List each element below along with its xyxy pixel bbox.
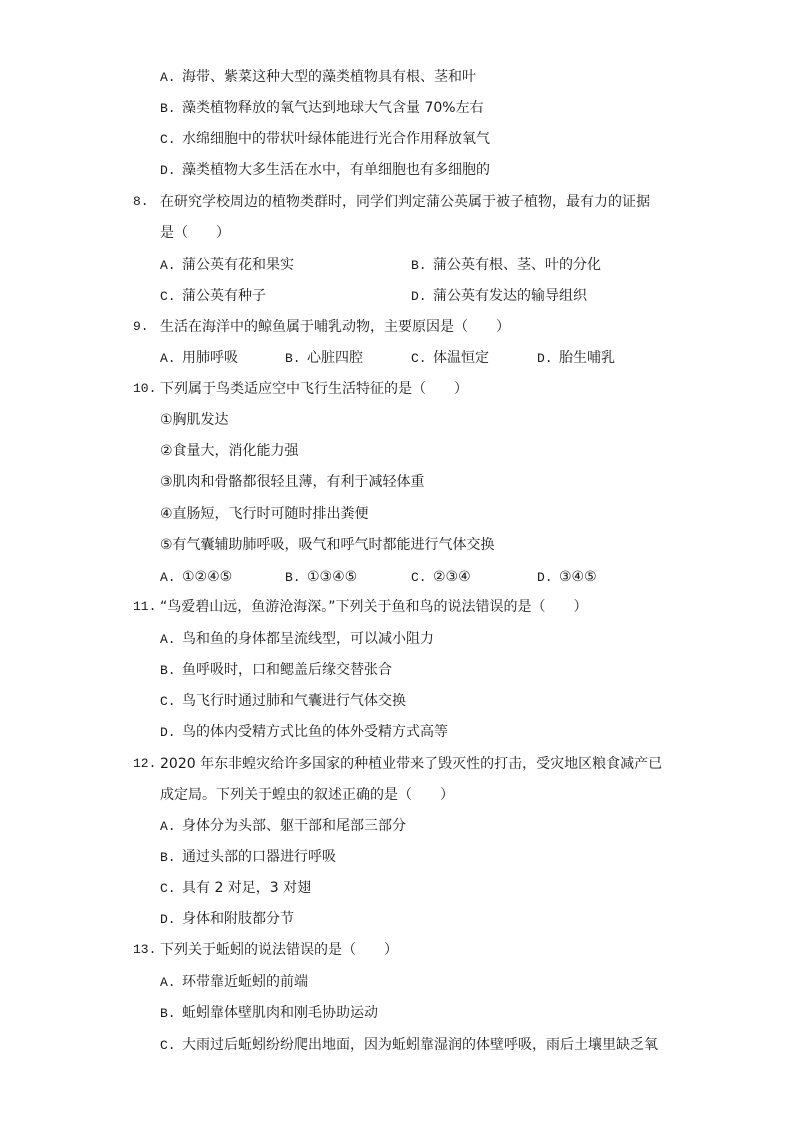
q12-stem-line2: 成定局。下列关于蝗虫的叙述正确的是（ ） [160,787,454,803]
option-text: 用肺呼吸 [182,350,238,366]
option-label: C. [160,1038,176,1053]
q7-option-c [160,130,490,149]
q12-number: 12. [133,756,157,771]
option-text: 身体分为头部、躯干部和尾部三部分 [182,818,406,834]
q12-option-a [160,817,406,836]
q12-option-d [160,910,294,929]
option-label: C. [160,694,176,709]
option-label: B. [285,570,301,585]
option-text: 鸟的体内受精方式比鱼的体外受精方式高等 [182,724,448,740]
q10-item-1: ①胸肌发达 [160,412,229,428]
q7-option-b [160,99,484,118]
option-text: 蒲公英有花和果实 [182,257,294,273]
q11-number: 11. [133,599,157,614]
option-text: 具有 2 对足，3 对翅 [182,880,312,896]
q9-option-d [537,349,615,368]
option-label: D. [537,570,553,585]
option-text: 藻类植物大多生活在水中，有单细胞也有多细胞的 [182,162,490,178]
option-label: B. [160,663,176,678]
option-label: D. [160,163,176,178]
q8-option-a [160,256,294,275]
q8-number: 8. [133,194,149,209]
option-label: B. [160,1006,176,1021]
option-text: 鸟和鱼的身体都呈流线型，可以减小阻力 [182,631,434,647]
q8-option-d [411,287,587,306]
q9-number: 9. [133,319,149,334]
option-text: 蒲公英有发达的输导组织 [433,288,587,304]
option-label: A. [160,570,176,585]
q8-option-c [160,287,266,306]
q10-item-5: ⑤有气囊辅助肺呼吸，吸气和呼气时都能进行气体交换 [160,537,495,553]
option-label: B. [285,351,301,366]
option-label: D. [160,912,176,927]
q10-stem: 下列属于鸟类适应空中飞行生活特征的是（ ） [160,381,468,397]
option-label: C. [160,289,176,304]
q10-option-a [160,568,232,587]
q13-number: 13. [133,942,157,957]
q10-option-c [411,568,471,587]
q9-option-a [160,349,238,368]
option-label: A. [160,258,176,273]
option-label: D. [160,725,176,740]
option-label: A. [160,975,176,990]
option-label: D. [537,351,553,366]
q8-stem-line2: 是（ ） [160,225,230,241]
option-text: ②③④ [433,569,471,585]
q7-option-a [160,68,476,87]
q8-option-b [411,256,601,275]
q11-option-c [160,692,406,711]
option-text: ①②④⑤ [182,569,233,585]
option-text: 蚯蚓靠体壁肌肉和刚毛协助运动 [182,1005,378,1021]
q10-option-d [537,568,597,587]
option-label: A. [160,70,176,85]
option-text: 通过头部的口器进行呼吸 [182,849,336,865]
q10-item-2: ②食量大，消化能力强 [160,443,299,459]
option-text: 大雨过后蚯蚓纷纷爬出地面，因为蚯蚓靠湿润的体壁呼吸，雨后土壤里缺乏氧 [182,1037,658,1053]
option-text: 胎生哺乳 [559,350,615,366]
option-label: C. [160,881,176,896]
option-text: 蒲公英有根、茎、叶的分化 [433,257,601,273]
option-label: B. [160,101,176,116]
q7-option-d [160,161,490,180]
q9-option-b [285,349,363,368]
option-label: C. [411,351,427,366]
option-text: 体温恒定 [433,350,489,366]
option-label: D. [411,289,427,304]
q10-option-b [285,568,357,587]
q13-option-c [160,1036,658,1055]
option-text: 鱼呼吸时，口和鳃盖后缘交替张合 [182,662,392,678]
option-label: C. [411,570,427,585]
q12-option-b [160,848,336,867]
option-text: ①③④⑤ [307,569,358,585]
q10-item-3: ③肌肉和骨骼都很轻且薄，有利于减轻体重 [160,474,425,490]
q12-option-c [160,879,311,898]
option-label: C. [160,132,176,147]
q11-option-d [160,723,448,742]
q12-stem-line1: 2020 年东非蝗灾给许多国家的种植业带来了毁灭性的打击，受灾地区粮食减产已 [160,756,663,772]
option-text: 蒲公英有种子 [182,288,266,304]
q11-stem: “鸟爱碧山远，鱼游沧海深。”下列关于鱼和鸟的说法错误的是（ ） [160,599,588,615]
q13-option-b [160,1004,378,1023]
q10-number: 10. [133,381,157,396]
q11-option-a [160,630,434,649]
q9-stem: 生活在海洋中的鲸鱼属于哺乳动物，主要原因是（ ） [160,319,510,335]
option-label: A. [160,632,176,647]
option-text: ③④⑤ [559,569,597,585]
option-label: A. [160,819,176,834]
option-text: 海带、紫菜这种大型的藻类植物具有根、茎和叶 [182,69,476,85]
option-label: B. [160,850,176,865]
q8-stem-line1: 在研究学校周边的植物类群时，同学们判定蒲公英属于被子植物，最有力的证据 [160,194,650,210]
option-text: 藻类植物释放的氧气达到地球大气含量 70%左右 [182,100,484,116]
option-text: 鸟飞行时通过肺和气囊进行气体交换 [182,693,406,709]
option-text: 水绵细胞中的带状叶绿体能进行光合作用释放氧气 [182,131,490,147]
option-label: B. [411,258,427,273]
option-label: A. [160,351,176,366]
option-text: 环带靠近蚯蚓的前端 [182,974,308,990]
option-text: 心脏四腔 [307,350,363,366]
q13-stem: 下列关于蚯蚓的说法错误的是（ ） [160,942,398,958]
q11-option-b [160,661,392,680]
q9-option-c [411,349,489,368]
q10-item-4: ④直肠短，飞行时可随时排出粪便 [160,506,369,522]
option-text: 身体和附肢都分节 [182,911,294,927]
q13-option-a [160,973,308,992]
